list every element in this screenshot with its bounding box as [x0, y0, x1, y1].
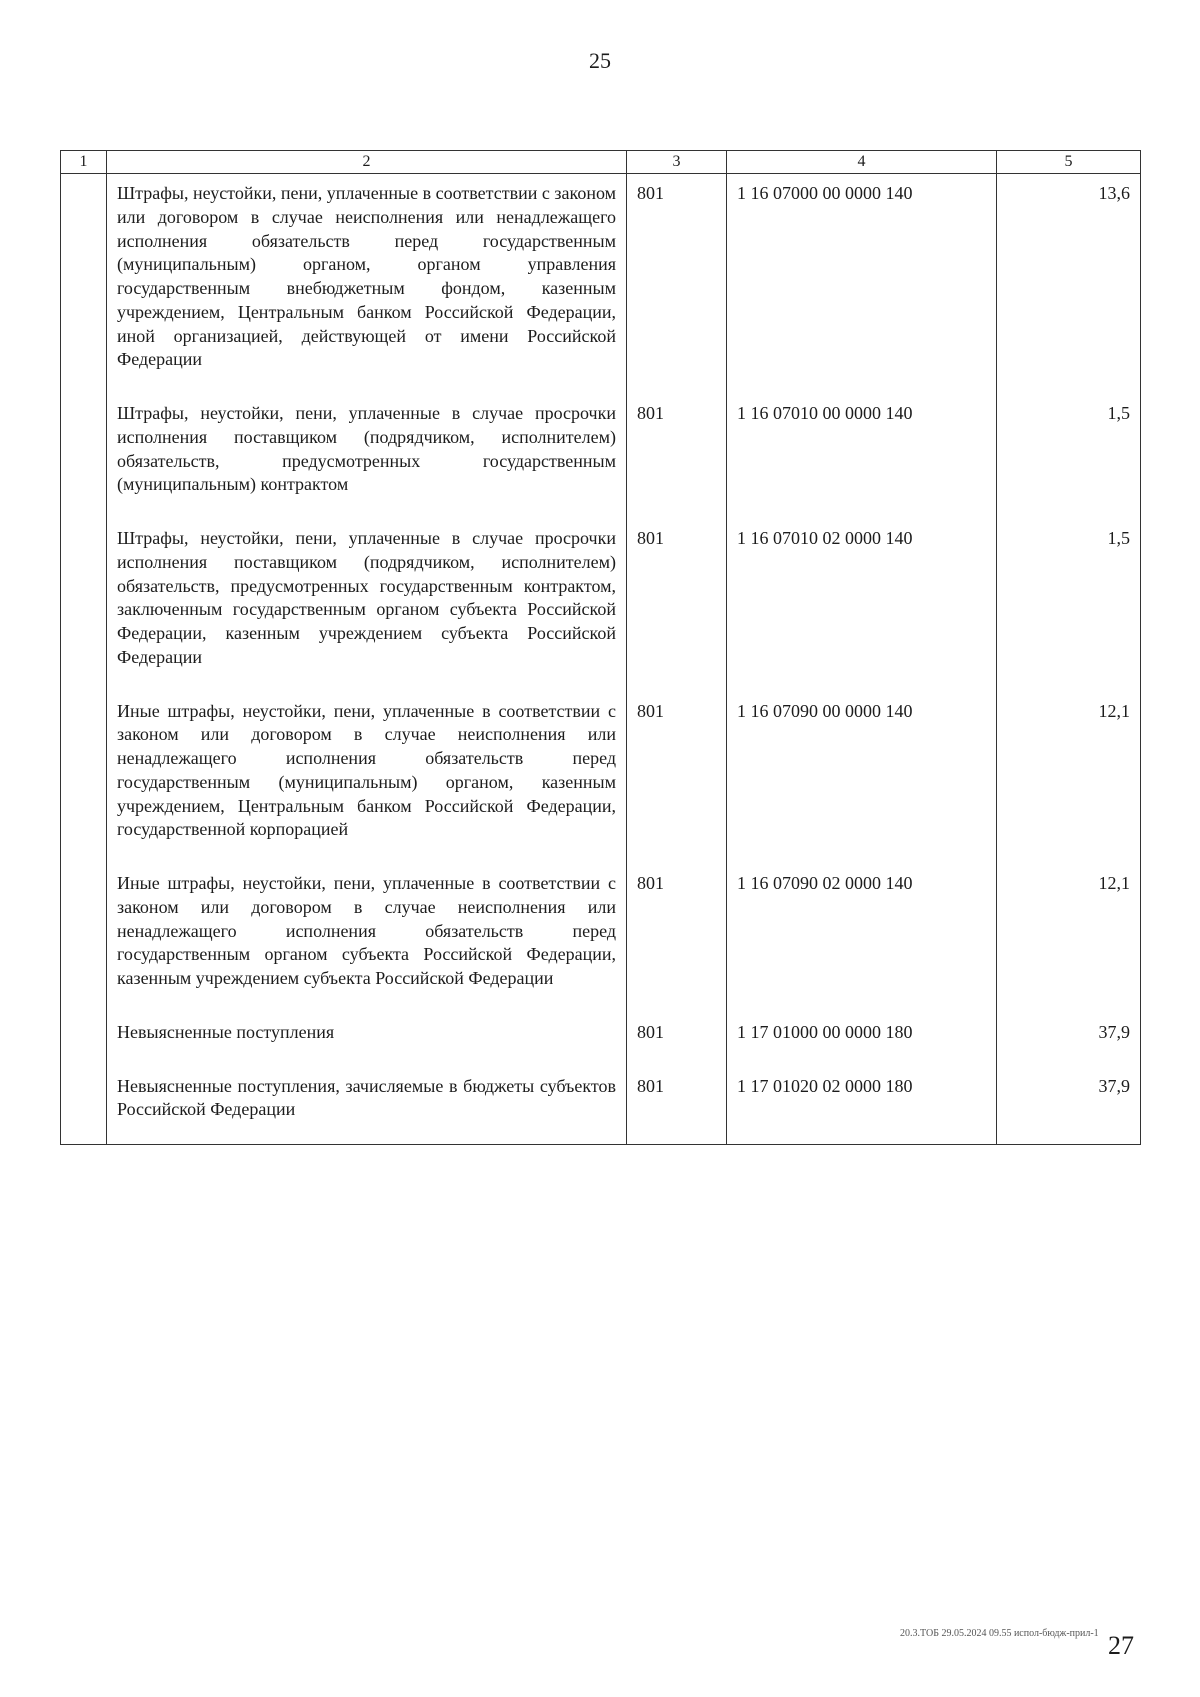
administrator-code-cell: 801 — [627, 394, 727, 519]
column-number: 3 — [627, 151, 727, 174]
administrator-code-cell: 801 — [627, 1013, 727, 1067]
column-number: 5 — [997, 151, 1141, 174]
administrator-code-cell: 801 — [627, 1067, 727, 1145]
column-number: 2 — [107, 151, 627, 174]
budget-classification-code-cell: 1 17 01020 02 0000 180 — [727, 1067, 997, 1145]
administrator-code-cell: 801 — [627, 174, 727, 395]
administrator-code-cell: 801 — [627, 519, 727, 692]
revenue-name-cell: Штрафы, неустойки, пени, уплаченные в случае просрочки исполнения поставщиком (подрядчиком, исполнителем) обязательств, предусмотренных государственным (муниципальным) контрактом — [107, 394, 627, 519]
column-number: 1 — [61, 151, 107, 174]
revenue-name-cell: Невыясненные поступления — [107, 1013, 627, 1067]
budget-classification-code-cell: 1 16 07000 00 0000 140 — [727, 174, 997, 395]
table-row — [61, 692, 1141, 865]
budget-classification-code-cell: 1 16 07090 00 0000 140 — [727, 692, 997, 865]
revenue-name-cell: Штрафы, неустойки, пени, уплаченные в случае просрочки исполнения поставщиком (подрядчиком, исполнителем) обязательств, предусмотренных государственным контрактом, заключенным государственным органом субъекта Российской Федерации, казенным учреждением субъекта Российской Федерации — [107, 519, 627, 692]
amount-cell: 12,1 — [997, 692, 1141, 865]
table-row — [61, 174, 1141, 395]
budget-classification-code-cell: 1 16 07010 00 0000 140 — [727, 394, 997, 519]
table-row — [61, 394, 1141, 519]
row-number-cell — [61, 519, 107, 692]
amount-cell: 1,5 — [997, 394, 1141, 519]
amount-cell: 37,9 — [997, 1013, 1141, 1067]
revenue-name-cell: Иные штрафы, неустойки, пени, уплаченные в соответствии с законом или договором в случае неисполнения или ненадлежащего исполнения обязательств перед государственным органом субъекта Российской Федерации, казенным учреждением субъекта Российской Федерации — [107, 864, 627, 1013]
row-number-cell — [61, 394, 107, 519]
page-number-top: 25 — [589, 48, 611, 73]
budget-classification-code-cell: 1 16 07010 02 0000 140 — [727, 519, 997, 692]
table-row — [61, 1067, 1141, 1145]
budget-classification-code-cell: 1 16 07090 02 0000 140 — [727, 864, 997, 1013]
row-number-cell — [61, 1013, 107, 1067]
column-number-row — [61, 151, 1141, 174]
document-footer-stamp: 20.3.ТОБ 29.05.2024 09.55 испол-бюдж-прил-1 — [900, 1628, 1099, 1639]
column-number: 4 — [727, 151, 997, 174]
row-number-cell — [61, 864, 107, 1013]
row-number-cell — [61, 174, 107, 395]
administrator-code-cell: 801 — [627, 692, 727, 865]
amount-cell: 12,1 — [997, 864, 1141, 1013]
row-number-cell — [61, 1067, 107, 1145]
administrator-code-cell: 801 — [627, 864, 727, 1013]
revenue-name-cell: Штрафы, неустойки, пени, уплаченные в соответствии с законом или договором в случае неисполнения или ненадлежащего исполнения обязательств перед государственным (муниципальным) органом, органом управления государственным внебюджетным фондом, казенным учреждением, Центральным банком Российской Федерации, иной организацией, действующей от имени Российской Федерации — [107, 174, 627, 395]
table-row — [61, 519, 1141, 692]
table-row — [61, 1013, 1141, 1067]
row-number-cell — [61, 692, 107, 865]
amount-cell: 37,9 — [997, 1067, 1141, 1145]
amount-cell: 13,6 — [997, 174, 1141, 395]
budget-revenue-table — [60, 150, 1141, 1145]
revenue-name-cell: Невыясненные поступления, зачисляемые в бюджеты субъектов Российской Федерации — [107, 1067, 627, 1145]
budget-classification-code-cell: 1 17 01000 00 0000 180 — [727, 1013, 997, 1067]
page-number-bottom: 27 — [1108, 1631, 1134, 1660]
amount-cell: 1,5 — [997, 519, 1141, 692]
table-row — [61, 864, 1141, 1013]
revenue-name-cell: Иные штрафы, неустойки, пени, уплаченные в соответствии с законом или договором в случае неисполнения или ненадлежащего исполнения обязательств перед государственным (муниципальным) органом, казенным учреждением, Центральным банком Российской Федерации, государственной корпорацией — [107, 692, 627, 865]
